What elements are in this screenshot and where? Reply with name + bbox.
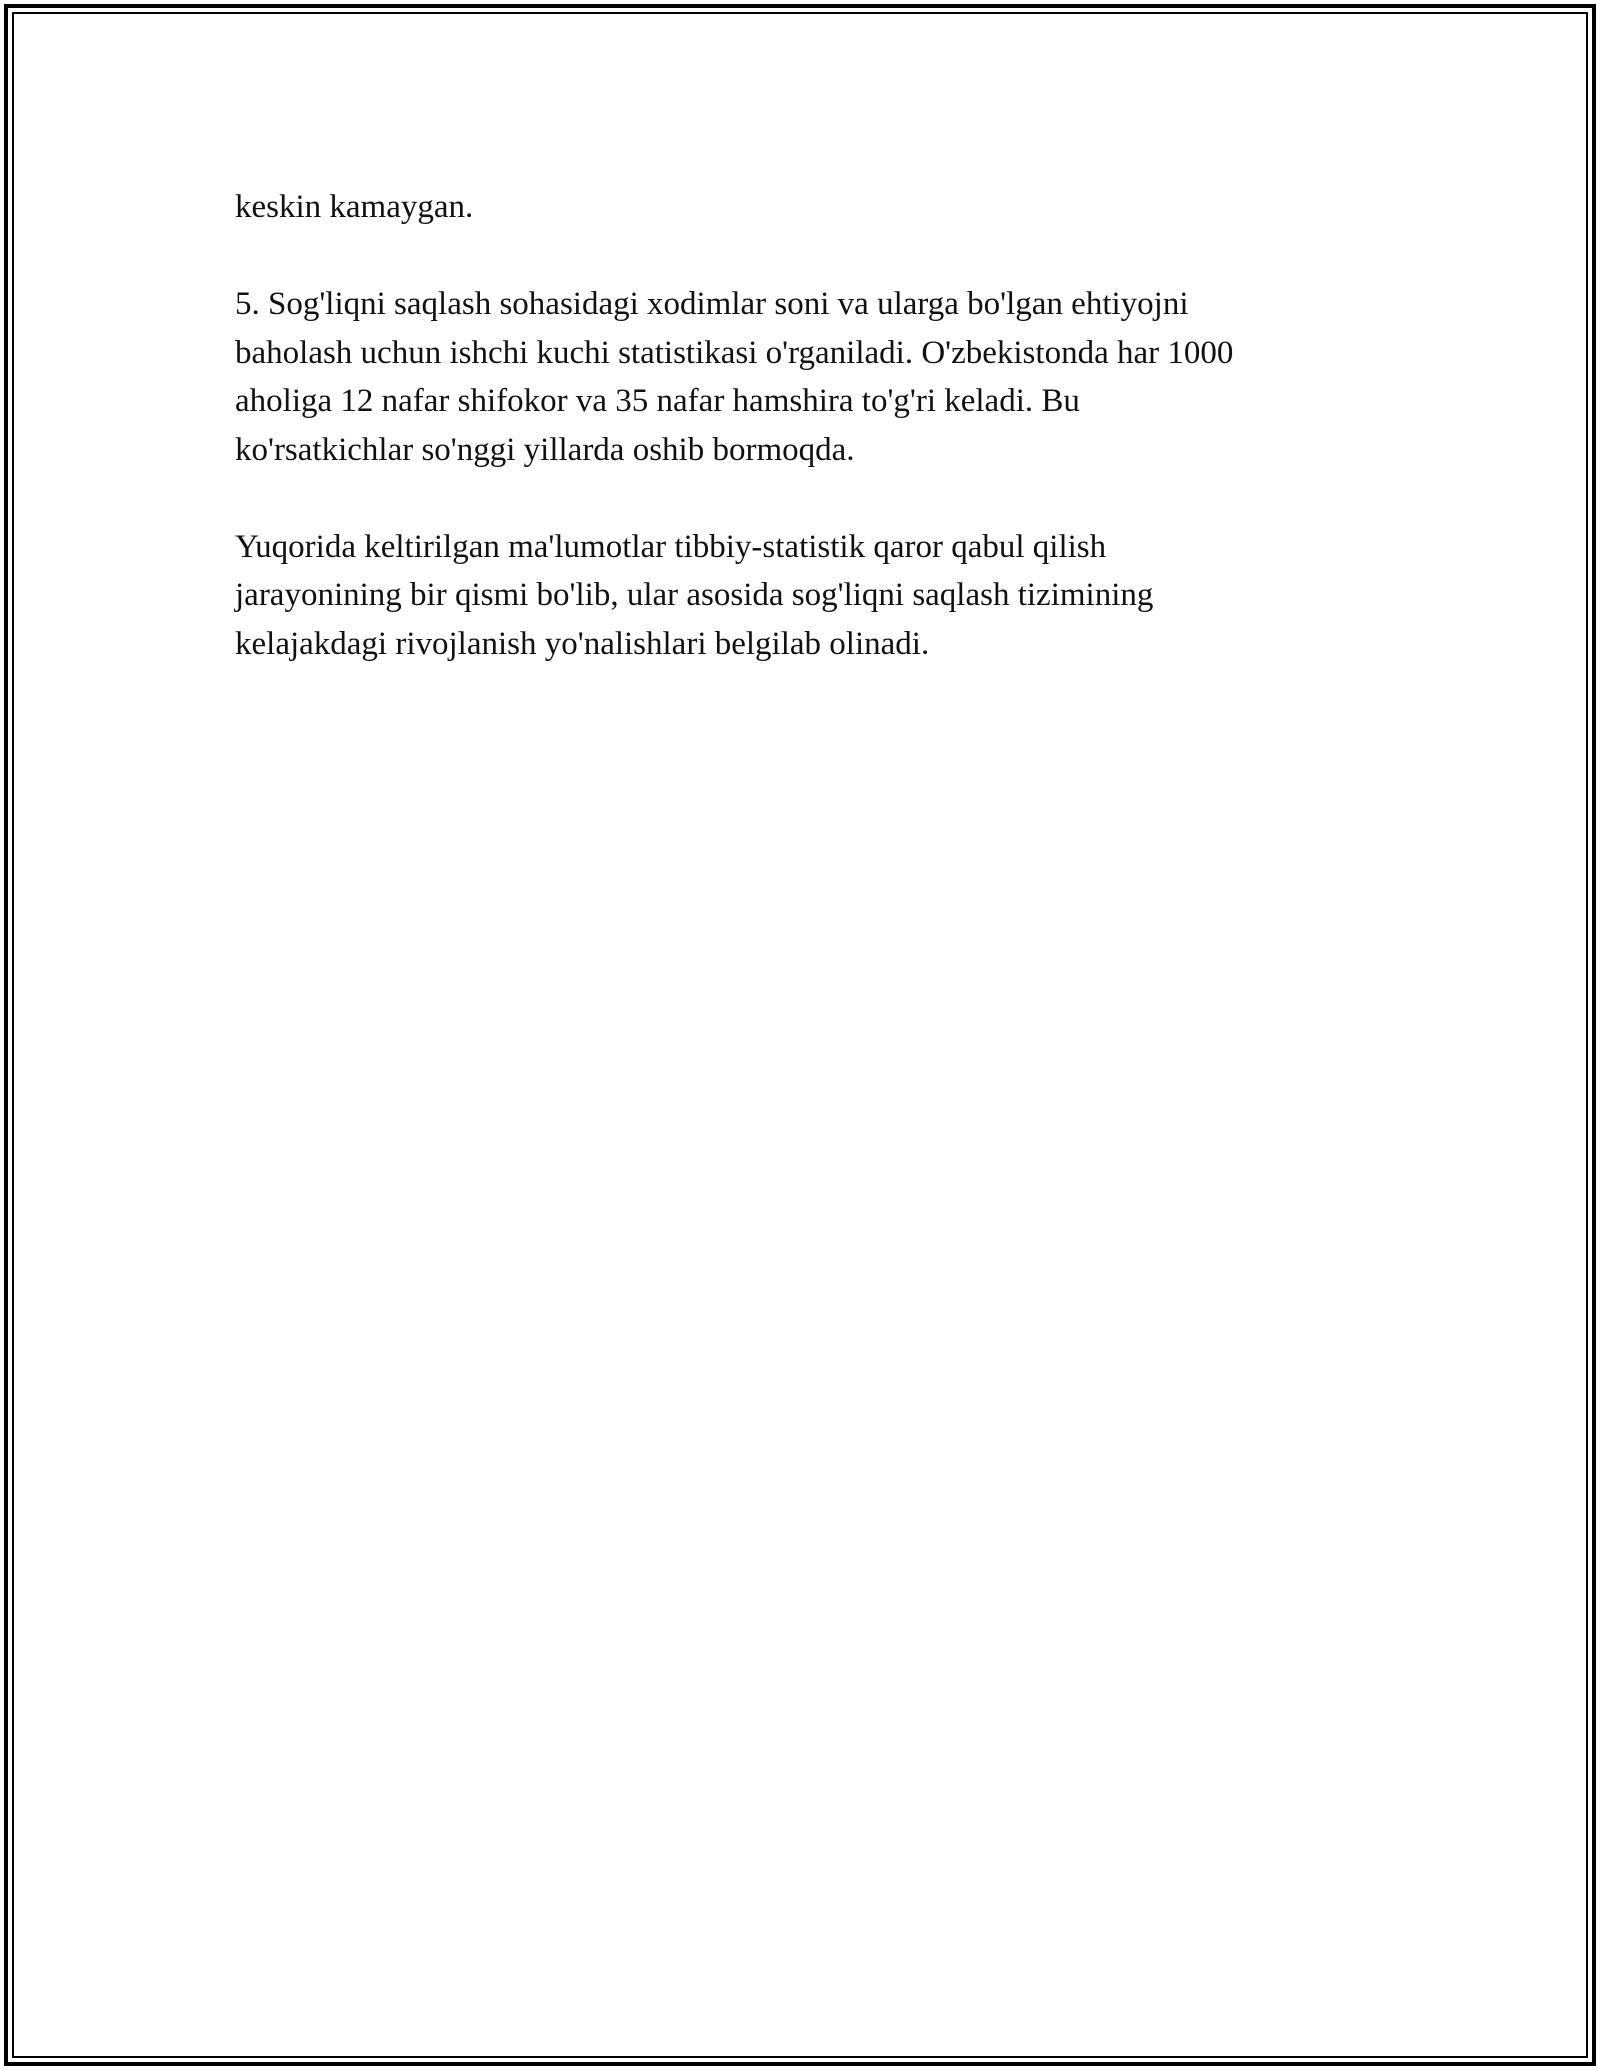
paragraph-continuation: keskin kamaygan. [235,189,474,225]
paragraph-item-5: 5. Sog'liqni saqlash sohasidagi xodimlar soni va ularga bo'lgan ehtiyojni baholash uchun ishchi kuchi statistikasi o'rganiladi. O'zbekistonda har 1000 aholiga 12 nafar shifokor va 35 nafar hamshira to'g'ri keladi. Bu ko'rsatkichlar so'nggi yillarda oshib bormoqda. [235,286,1234,468]
paragraph-conclusion: Yuqorida keltirilgan ma'lumotlar tibbiy-statistik qaror qabul qilish jarayonining bir qismi bo'lib, ular asosida sog'liqni saqlash tizimining kelajakdagi rivojlanish yo'nalishlari belgilab olinadi. [235,528,1154,662]
document-body [235,183,1365,668]
